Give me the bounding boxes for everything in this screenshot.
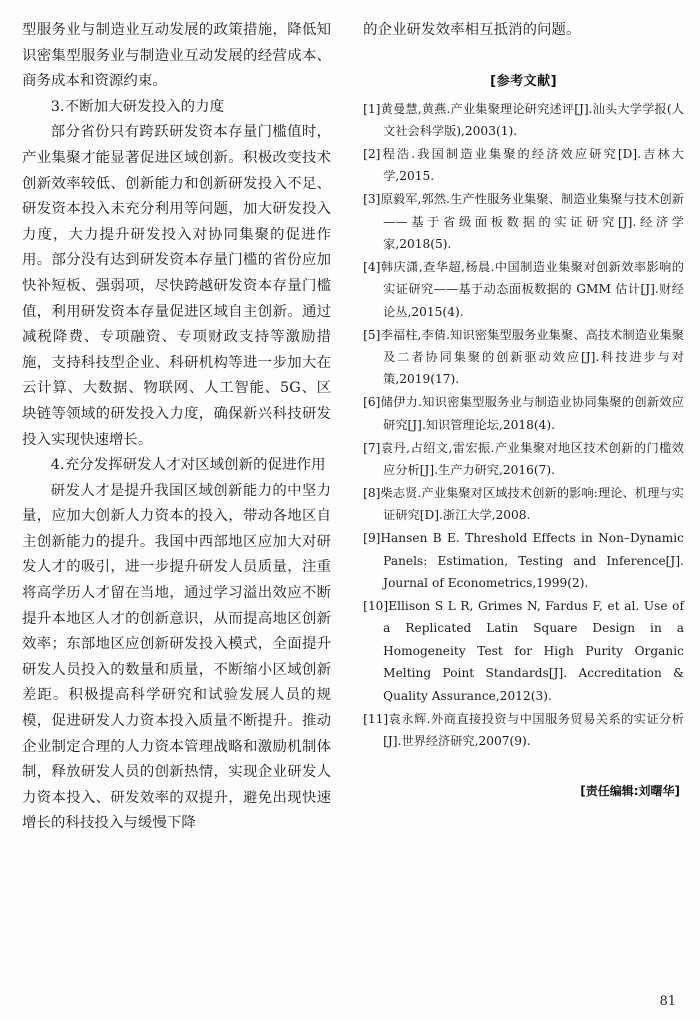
reference-item: [10]Ellison S L R, Grimes N, Fardus F, et al. Use of a Replicated Latin Square Design in a Homogeneity Test for High Purity Organic Melting Point Standards[J]. Accreditation & Quality Assurance,2012(3). [363,599,684,703]
reference-item: [7]袁丹,占绍文,雷宏振.产业集聚对地区技术创新的门槛效应分析[J].生产力研究,2016(7). [363,440,684,478]
reference-item: [3]原毅军,郭然.生产性服务业集聚、制造业集聚与技术创新——基于省级面板数据的实证研究[J].经济学家,2018(5). [363,192,684,252]
reference-item: [6]储伊力.知识密集型服务业与制造业协同集聚的创新效应研究[J].知识管理论坛,2018(4). [363,395,684,432]
paragraph-rd-talent: 研发人才是提升我国区域创新能力的中坚力量，应加大创新人力资本的投入，带动各地区自主创新能力的提升。我国中西部地区应加大对研发人才的吸引，进一步提升研发人员质量，注重将高学历人才留在当地，通过学习溢出效应不断提升本地区人才的创新意识，从而提高地区创新效率；东部地区应创新研发投入模式，全面提升研发人员投入的数量和质量，不断缩小区域创新差距。积极提高科学研究和试验发展人员的规模，促进研发人力资本投入质量不断提升。推动企业制定合理的人力资本管理战略和激励机制体制，释放研发人员的创新热情，实现企业研发人力资本投入、研发效率的双提升，避免出现快速增长的科技投入与缓慢下降 [22,482,332,832]
reference-item: [2]程浩.我国制造业集聚的经济效应研究[D].吉林大学,2015. [363,146,684,184]
reference-item: [1]黄曼慧,黄燕.产业集聚理论研究述评[J].汕头大学学报(人文社会科学版),2003(1). [363,101,684,138]
left-text-column [22,18,331,837]
section-heading-4: 4.充分发挥研发人才对区域创新的促进作用 [50,457,326,474]
paragraph-continued-efficiency: 的企业研发效率相互抵消的问题。 [363,22,581,38]
references-list [363,98,684,753]
paragraph-continued-policy: 型服务业与制造业互动发展的政策措施，降低知识密集型服务业与制造业互动发展的经营成本、商务成本和资源约束。 [22,22,332,90]
section-heading-3: 3.不断加大研发投入的力度 [50,98,225,115]
responsible-editor-credit: [责任编辑:刘曙华] [580,784,680,799]
references-heading: [参考文献] [490,73,558,89]
reference-item: [9]Hansen B E. Threshold Effects in Non–Dynamic Panels: Estimation, Testing and Inference[J]. Journal of Econometrics,1999(2). [363,531,684,591]
reference-item: [8]柴志贤.产业集聚对区域技术创新的影响:理论、机理与实证研究[D].浙江大学,2008. [363,486,684,523]
reference-item: [11]袁永辉.外商直接投资与中国服务贸易关系的实证分析[J].世界经济研究,2007(9). [363,711,684,748]
reference-item: [4]韩庆潇,查华超,杨晨.中国制造业集聚对创新效率影响的实证研究——基于动态面板数据的 GMM 估计[J].财经论丛,2015(4). [363,259,684,319]
right-text-column [363,18,684,837]
paragraph-rd-investment: 部分省份只有跨跃研发资本存量门槛值时，产业集聚才能显著促进区域创新。积极改变技术创新效率较低、创新能力和创新研发投入不足、研发资本投入未充分利用等问题，加大研发投入力度，大力提升研发投入对协同集聚的促进作用。部分没有达到研发资本存量门槛的省份应加快补短板、强弱项，尽快跨越研发资本存量门槛值，利用研发资本存量促进区域自主创新。通过减税降费、专项融资、专项财政支持等激励措施，支持科技型企业、科研机构等进一步加大在云计算、大数据、物联网、人工智能、5G、区块链等领域的研发投入力度，确保新兴科技研发投入实现快速增长。 [22,124,332,448]
reference-item: [5]李福柱,李倩.知识密集型服务业集聚、高技术制造业集聚及二者协同集聚的创新驱动效应[J].科技进步与对策,2019(17). [363,327,684,387]
page-number: 81 [659,994,676,1009]
